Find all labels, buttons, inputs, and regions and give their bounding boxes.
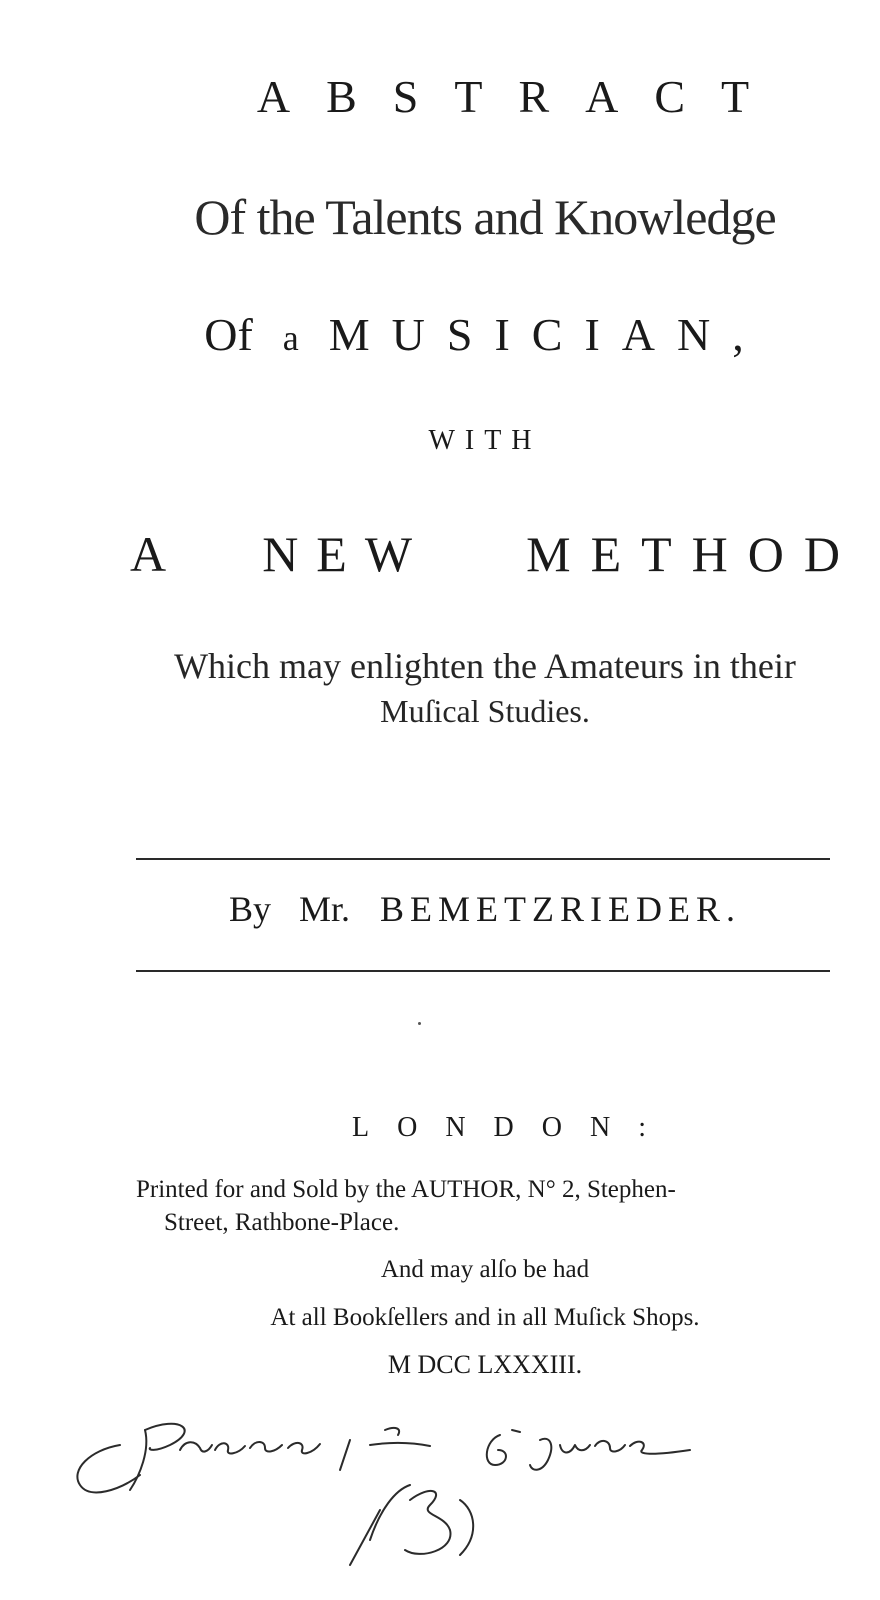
handwritten-annotation-text: Price 1 — 6 June (50, 1390, 59, 1391)
author-mr: Mr. (299, 889, 351, 929)
musician-word: MUSICIAN, (328, 309, 766, 360)
author-line (130, 888, 840, 930)
author-by: By (228, 889, 271, 929)
musician-a: a (282, 318, 299, 358)
ink-speck (418, 1022, 421, 1025)
imprint-printed-line-1: Printed for and Sold by the AUTHOR, N° 2, Stephen- (136, 1176, 676, 1203)
method-method: METHOD (526, 526, 860, 582)
talents-heading: Of the Talents and Knowledge (194, 189, 776, 245)
abstract-heading: ABSTRACT (256, 71, 786, 122)
top-rule-divider (136, 858, 830, 860)
musician-heading (130, 308, 840, 361)
imprint-also-line: And may alſo be had (380, 1256, 590, 1283)
imprint-year: M DCC LXXXIII. (387, 1350, 583, 1379)
handwritten-price-annotation (50, 1390, 770, 1590)
new-method-heading (130, 525, 860, 583)
method-a: A (130, 526, 167, 582)
subtitle-line-1: Which may enlighten the Amateurs in their (174, 646, 796, 686)
imprint-printed-line-2: Street, Rathbone-Place. (164, 1209, 400, 1236)
author-name: BEMETZRIEDER. (380, 889, 741, 929)
imprint-city: LONDON: (352, 1112, 674, 1143)
with-heading: WITH (428, 425, 542, 456)
musician-of: Of (204, 309, 253, 360)
subtitle-line-2: Muſical Studies. (380, 693, 590, 729)
imprint-booksellers-line: At all Bookſellers and in all Muſick Shops. (270, 1304, 700, 1331)
method-new: NEW (262, 526, 431, 582)
bottom-rule-divider (136, 970, 830, 972)
